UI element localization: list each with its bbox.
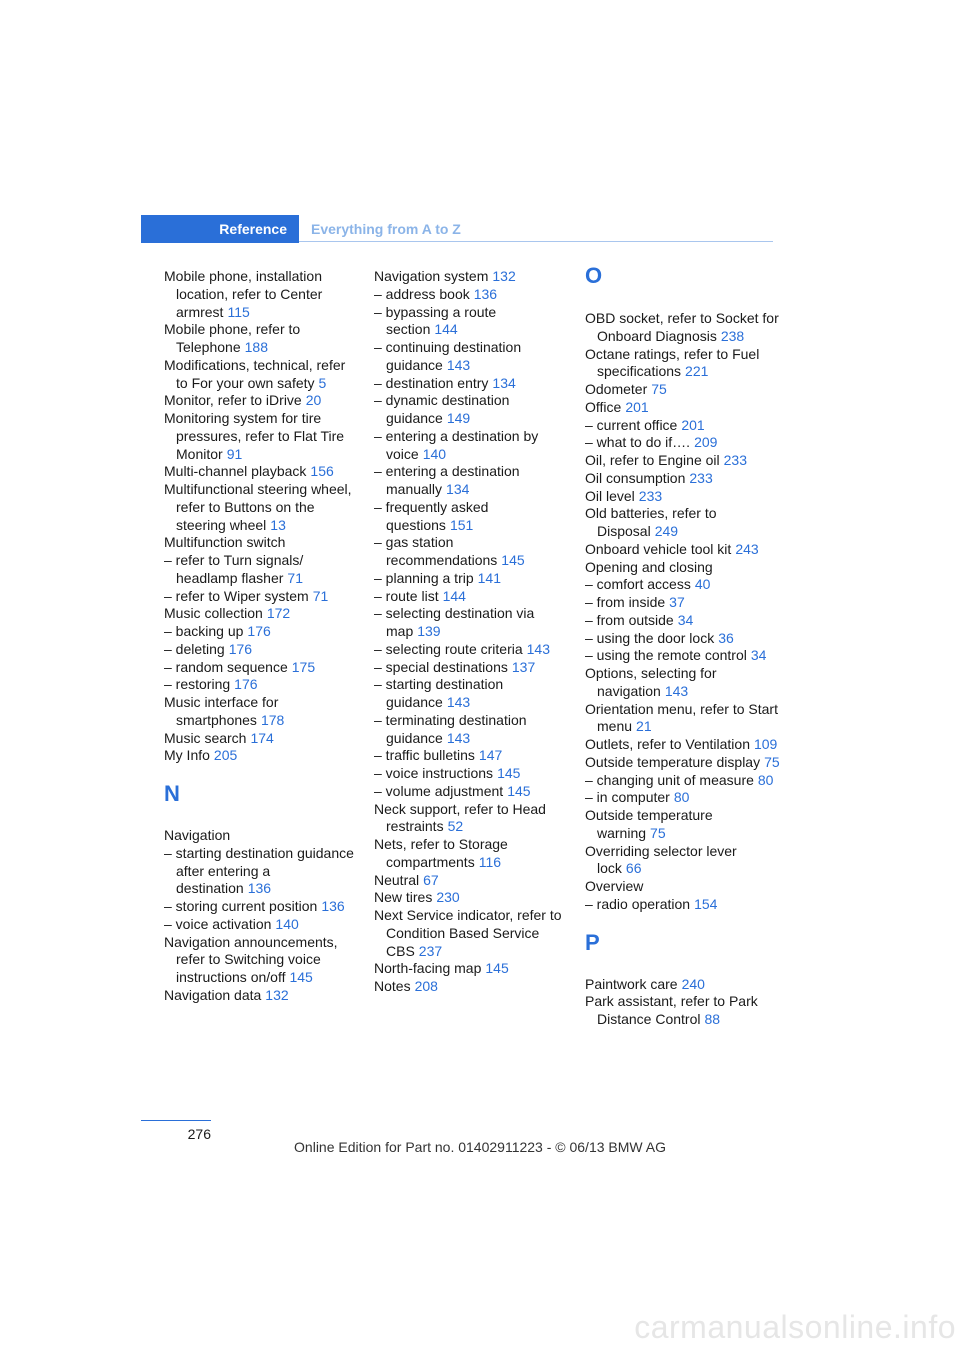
index-entry [585,701,781,737]
index-entry-text: My Info [164,747,210,764]
index-entry-text: – deleting [164,640,225,657]
index-entry-text: Navigation system [374,268,489,284]
index-entry-text: Monitoring system for tire pressures, refer to Flat Tire Monitor [164,410,345,462]
index-entry-text: – using the door lock [585,629,715,646]
index-entry-text: – continuing destination guidance [374,339,522,373]
index-letter-heading: O [585,263,603,288]
page-reference-link[interactable]: 151 [449,516,474,533]
index-entry [164,845,360,898]
watermark: carmanualsonline.info [634,1309,956,1345]
page-reference-link[interactable]: 5 [318,374,327,391]
page-reference-link[interactable]: 134 [492,374,516,391]
index-entry [585,612,781,630]
page-reference-link[interactable]: 132 [492,268,516,284]
page-reference-link[interactable]: 75 [651,381,667,397]
index-entry-text: – address book [374,285,470,302]
section-title: Everything from A to Z [311,221,461,237]
index-entry [164,898,360,916]
index-entry [164,623,360,641]
index-entry-text: Next Service indicator, refer to Condition Based Service CBS [374,907,562,959]
index-entry-text: – starting destination guidance [374,676,504,710]
index-entry-text: – refer to Turn signals/ headlamp flasher [164,552,304,586]
page-reference-link[interactable]: 188 [244,339,268,355]
index-entry [374,339,570,375]
page-reference-link[interactable]: 143 [446,694,471,710]
index-entry [164,481,360,534]
index-entry-text: – using the remote control [585,647,747,664]
page-reference-link[interactable]: 233 [638,487,663,504]
index-entry-text: Paintwork care [585,975,678,992]
page-reference-link[interactable]: 66 [625,860,642,877]
index-entry [164,357,360,393]
index-entry-text: – dynamic destination guidance [374,392,510,426]
page-reference-link[interactable]: 139 [417,623,441,639]
index-entry [164,827,360,845]
index-entry [374,570,570,588]
index-entry-text: – starting destination guidance after entering a destination [164,844,354,897]
index-entry-text: – traffic bulletins [374,747,475,764]
index-entry [585,541,781,559]
index-entry [374,836,570,872]
index-entry [164,268,360,321]
page-reference-link[interactable]: 201 [625,398,649,415]
index-entry-text: – what to do if…. [585,434,691,451]
page-reference-link[interactable]: 154 [694,895,718,912]
index-entry [585,736,781,754]
index-entry-text: – voice activation [164,915,272,932]
index-column-1 [164,268,360,1005]
index-entry-text: Mobile phone, installation location, refer to Center armrest [164,268,323,320]
index-entry-text: – backing up [164,623,244,639]
index-entry [164,676,360,694]
page-reference-link[interactable]: 132 [265,986,289,1003]
index-entry [585,470,781,488]
page-reference-link[interactable]: 71 [312,587,329,604]
edition-footer: Online Edition for Part no. 01402911223 - © 06/13 BMW AG [294,1139,666,1155]
index-entry-text: Mobile phone, refer to Telephone [164,321,301,355]
index-entry-text: Multifunction switch [164,534,286,551]
page-reference-link[interactable]: 233 [723,452,747,468]
page-reference-link[interactable]: 21 [636,718,652,735]
page-reference-link[interactable]: 237 [418,942,443,959]
index-entry [164,605,360,623]
index-entry [374,907,570,960]
index-entry [164,730,360,748]
index-entry [585,452,781,470]
index-entry-text: – terminating destination guidance [374,711,527,746]
page-reference-link[interactable]: 91 [226,445,243,462]
index-entry [374,783,570,801]
index-entry [585,488,781,506]
page-reference-link[interactable]: 147 [478,747,503,764]
index-entry [374,268,570,286]
page-reference-link[interactable]: 240 [681,975,705,992]
index-entry [164,588,360,606]
page-reference-link[interactable]: 233 [689,469,713,486]
index-entry-text: – volume adjustment [374,782,504,799]
index-entry-text: – destination entry [374,374,489,391]
index-entry-text: – in computer [585,789,670,806]
index-entry-text: – frequently asked questions [374,498,489,533]
index-entry-text: Modifications, technical, refer to For your own safety [164,356,346,391]
index-entry-text: Oil, refer to Engine oil [585,452,720,468]
index-entry-text: – selecting route criteria [374,640,523,657]
index-entry [374,588,570,606]
index-entry-text: – from inside [585,594,666,610]
index-entry [164,916,360,934]
page-number: 276 [187,1126,211,1142]
index-entry-text: Navigation [164,827,231,843]
page-reference-link[interactable]: 209 [694,434,718,451]
index-entry-text: Neck support, refer to Head restraints [374,800,546,835]
page-reference-link[interactable]: 243 [735,540,759,557]
page-reference-link[interactable]: 176 [247,623,271,639]
index-entry-text: – storing current position [164,898,318,914]
page-reference-link[interactable]: 145 [289,969,313,985]
page-reference-link[interactable]: 143 [664,682,689,699]
page-reference-link[interactable]: 136 [473,285,498,302]
page-reference-link[interactable]: 140 [422,445,447,462]
index-entry [585,807,781,843]
index-entry [164,641,360,659]
page-reference-link[interactable]: 34 [750,647,767,664]
index-entry [585,576,781,594]
page-reference-link[interactable]: 205 [213,747,238,764]
index-entry [585,772,781,790]
page-reference-link[interactable]: 249 [654,523,679,539]
page-reference-link[interactable]: 40 [694,576,711,593]
index-entry [585,399,781,417]
page-reference-link[interactable]: 71 [287,569,303,586]
running-header [141,215,773,243]
index-entry-text: Octane ratings, refer to Fuel specifications [585,345,760,380]
index-entry-text: – random sequence [164,658,288,675]
index-entry-text: Navigation announcements, refer to Switching voice instructions on/off [164,933,338,985]
index-entry [585,434,781,452]
index-entry [585,976,781,994]
page-reference-link[interactable]: 144 [442,587,466,604]
index-entry-text: Oil consumption [585,469,686,486]
index-letter-heading: P [585,929,600,955]
index-entry-text: Music interface for smartphones [164,694,279,728]
index-entry-text: – current office [585,416,678,433]
index-entry [374,534,570,570]
index-entry-text: – selecting destination via map [374,605,535,639]
page-reference-link[interactable]: 221 [685,363,709,380]
page-reference-link[interactable]: 145 [507,782,531,799]
page-reference-link[interactable]: 34 [677,611,694,628]
index-entry [374,978,570,996]
index-entry [585,647,781,665]
page-reference-link[interactable]: 201 [681,416,705,433]
index-entry [164,463,360,481]
page-reference-link[interactable]: 116 [478,853,502,870]
page-reference-link[interactable]: 88 [704,1011,721,1027]
page-reference-link[interactable]: 20 [305,392,322,409]
index-entry [585,665,781,701]
index-entry [374,428,570,464]
index-entry-text: Old batteries, refer to Disposal [585,505,717,539]
index-entry [585,843,781,879]
index-entry [164,987,360,1005]
index-entry [585,896,781,914]
page-reference-link[interactable]: 67 [423,871,439,888]
index-entry [585,630,781,648]
index-entry [374,960,570,978]
index-entry [585,754,781,772]
index-entry-text: – changing unit of measure [585,771,754,788]
index-entry [164,934,360,987]
page-reference-link[interactable]: 75 [650,824,666,841]
page-reference-link[interactable]: 80 [757,771,774,788]
index-entry-text: Outlets, refer to Ventilation [585,736,750,752]
index-entry-text: Onboard vehicle tool kit [585,540,732,557]
index-entry [374,676,570,712]
page-reference-link[interactable]: 144 [434,321,458,338]
index-entry [374,605,570,641]
index-entry-text: Oil level [585,487,635,504]
index-entry [585,559,781,577]
page-reference-link[interactable]: 80 [673,789,690,806]
index-entry [374,765,570,783]
index-column-2 [374,268,570,996]
page-reference-link[interactable]: 149 [446,410,471,426]
page-reference-link[interactable]: 172 [266,605,291,622]
index-entry-text: Navigation data [164,986,262,1003]
index-entry [585,789,781,807]
page-reference-link[interactable]: 238 [720,327,745,344]
page-reference-link[interactable]: 136 [321,898,345,914]
page-reference-link[interactable]: 115 [227,303,250,320]
index-entry-text: – route list [374,587,439,604]
index-entry-text: – bypassing a route section [374,303,497,338]
index-entry-text: Park assistant, refer to Park Distance Control [585,993,758,1027]
page-reference-link[interactable]: 137 [511,658,536,675]
index-entry-text: Music collection [164,605,263,622]
page-reference-link[interactable]: 109 [753,736,778,752]
page-reference-link[interactable]: 37 [669,594,685,610]
page-reference-link[interactable]: 178 [260,711,285,728]
index-entry [374,286,570,304]
page-reference-link[interactable]: 52 [447,818,464,835]
page-reference-link[interactable]: 145 [501,552,525,568]
index-entry-text: – planning a trip [374,569,474,586]
page-reference-link[interactable]: 176 [228,640,253,657]
page-reference-link[interactable]: 156 [310,463,334,480]
page-reference-link[interactable]: 13 [270,516,286,533]
index-entry-text: Music search [164,729,247,746]
index-entry-text: Outside temperature display [585,753,761,770]
index-entry-text: New tires [374,889,433,906]
index-entry-text: Opening and closing [585,558,713,575]
index-entry-text: – radio operation [585,895,691,912]
page-reference-link[interactable]: 145 [497,765,521,781]
index-entry [585,878,781,896]
page-number-rule [141,1120,211,1121]
index-entry [164,552,360,588]
index-entry-text: Overview [585,878,644,894]
index-entry [374,801,570,837]
section-tab: Reference [141,215,299,243]
index-entry [585,346,781,382]
index-entry [374,712,570,748]
index-entry [164,534,360,552]
index-entry [374,499,570,535]
page-reference-link[interactable]: 143 [446,356,471,373]
header-rule [299,241,773,242]
index-entry [374,641,570,659]
index-entry [374,872,570,890]
index-entry-text: Nets, refer to Storage compartments [374,836,508,870]
index-entry-text: Multi-channel playback [164,463,307,480]
index-entry-text: Notes [374,978,411,994]
index-entry [374,392,570,428]
index-entry-text: – entering a destination manually [374,463,520,497]
index-entry-text: – refer to Wiper system [164,587,309,604]
index-entry [585,310,781,346]
page-reference-link[interactable]: 208 [414,978,438,994]
page-reference-link[interactable]: 176 [234,676,258,693]
index-entry-text: Outside temperature warning [585,807,713,841]
page-reference-link[interactable]: 140 [275,915,299,932]
index-entry-text: – voice instructions [374,765,494,781]
index-entry-text: Options, selecting for navigation [585,665,717,699]
index-entry [164,321,360,357]
index-entry-text: Overriding selector lever lock [585,842,737,877]
index-entry-text: – special destinations [374,658,508,675]
page-reference-link[interactable]: 134 [446,481,470,497]
page-reference-link[interactable]: 143 [446,729,471,746]
index-entry-text: Multifunctional steering wheel, refer to Buttons on the steering wheel [164,481,352,533]
index-entry [164,747,360,765]
page-reference-link[interactable]: 141 [477,569,501,586]
index-entry-text: North-facing map [374,960,482,977]
index-entry-text: – gas station recommendations [374,534,498,568]
index-entry [164,392,360,410]
index-entry [374,375,570,393]
page-reference-link[interactable]: 175 [291,658,316,675]
index-entry [374,889,570,907]
index-entry-text: OBD socket, refer to Socket for Onboard Diagnosis [585,310,779,344]
index-entry [374,659,570,677]
index-entry-text: Monitor, refer to iDrive [164,392,302,409]
index-entry [585,381,781,399]
index-entry-text: – entering a destination by voice [374,427,539,462]
index-entry-text: Office [585,398,622,415]
index-entry-text: Orientation menu, refer to Start menu [585,700,778,735]
index-letter-heading: N [164,781,180,806]
index-entry [585,993,781,1029]
page-reference-link[interactable]: 174 [250,729,274,746]
index-entry [374,304,570,340]
page-reference-link[interactable]: 145 [485,960,509,977]
index-entry [585,594,781,612]
index-entry [164,410,360,463]
index-entry-text: – comfort access [585,576,691,593]
index-entry [164,694,360,730]
index-entry [164,659,360,677]
index-entry-text: – restoring [164,676,231,693]
page-reference-link[interactable]: 136 [247,880,272,897]
page-reference-link[interactable]: 143 [526,640,550,657]
index-entry-text: – from outside [585,611,674,628]
page-reference-link[interactable]: 75 [764,753,780,770]
page-reference-link[interactable]: 230 [436,889,460,906]
page-reference-link[interactable]: 36 [718,629,734,646]
index-entry [374,747,570,765]
index-entry-text: Neutral [374,871,420,888]
index-entry [374,463,570,499]
index-column-3 [585,263,781,1029]
index-entry-text: Odometer [585,381,648,397]
index-entry [585,417,781,435]
index-entry [585,505,781,541]
